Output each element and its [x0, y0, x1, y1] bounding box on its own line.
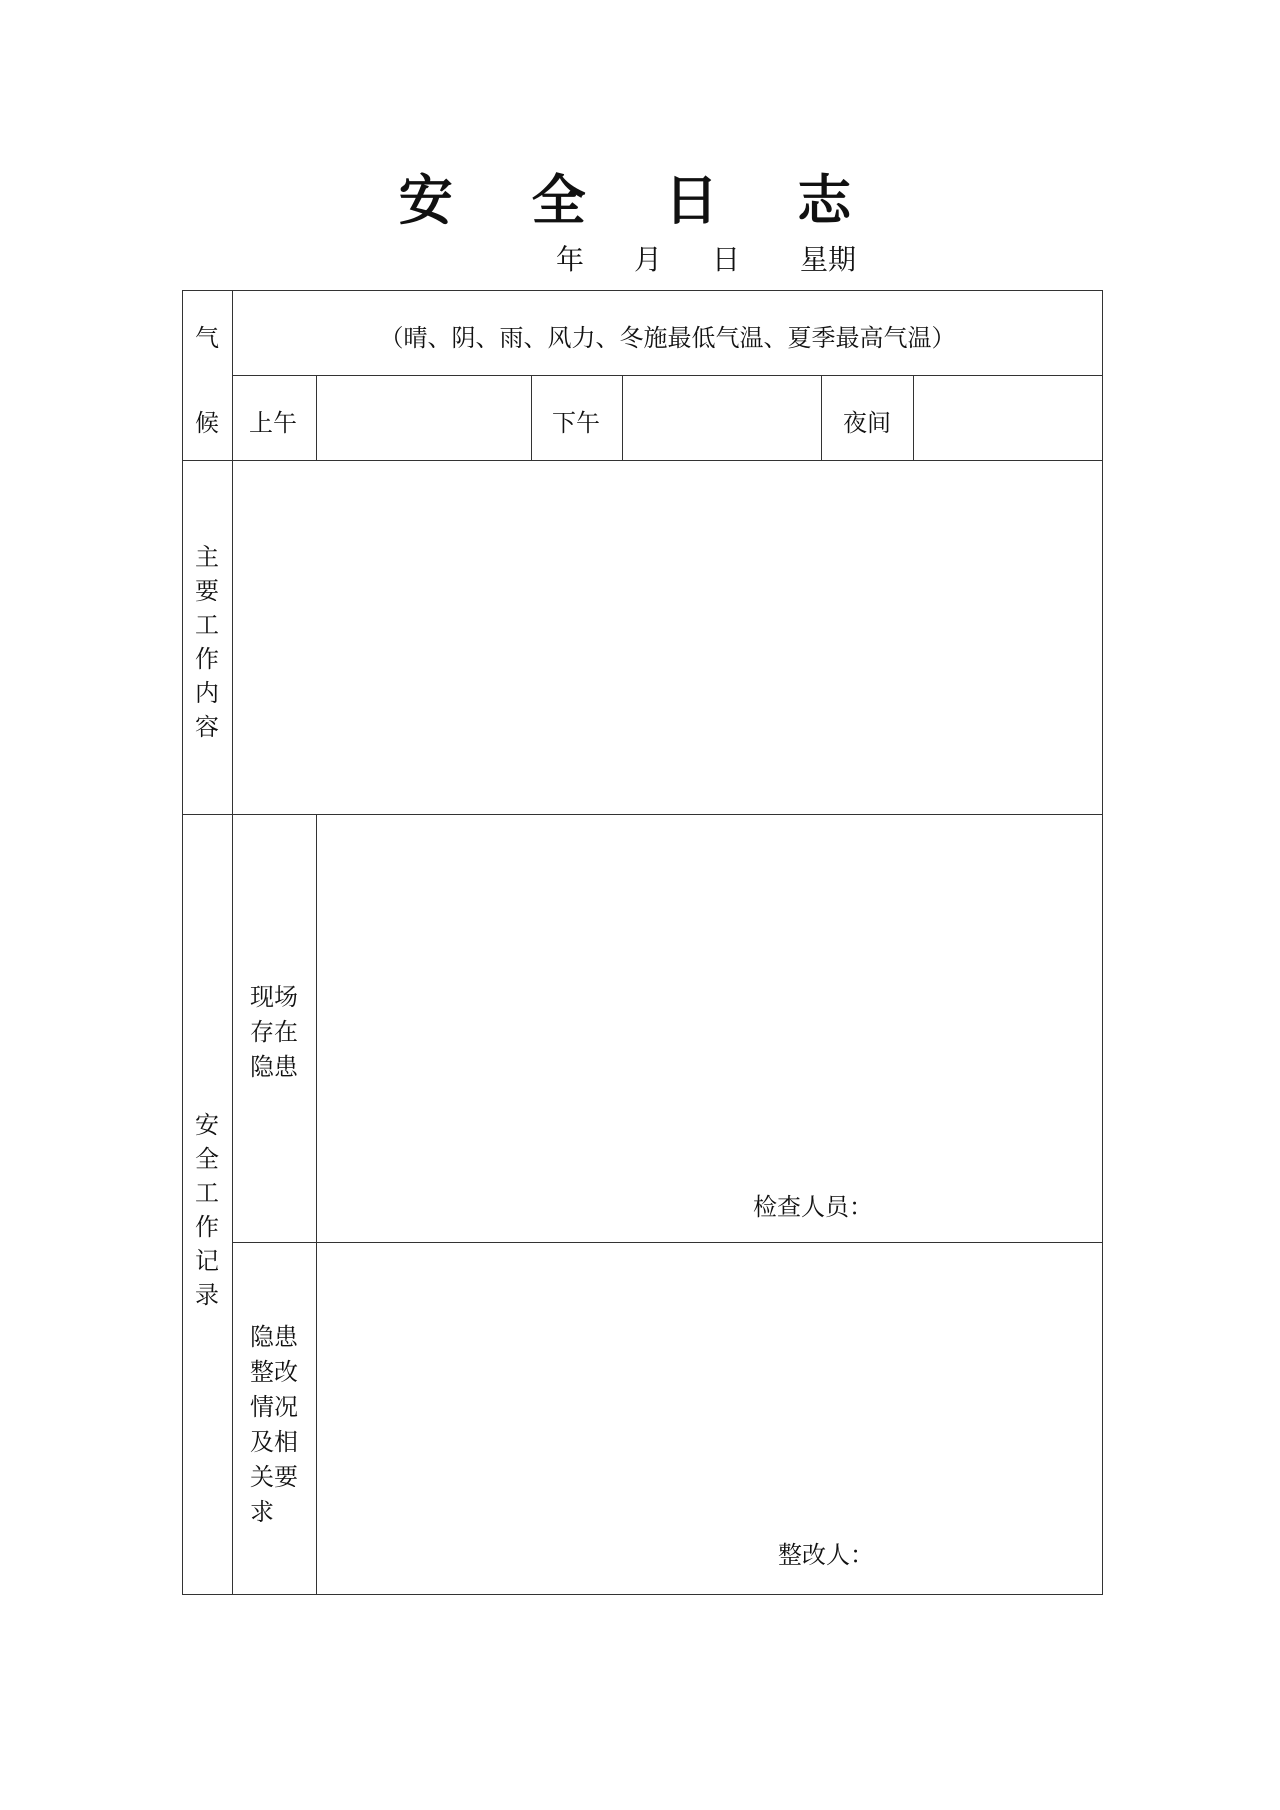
rectification-label: 隐患整改情况及相关要求: [250, 1323, 298, 1526]
climate-label-bottom: 候: [195, 409, 219, 437]
hazards-field[interactable]: [317, 815, 1102, 1242]
main-work-field[interactable]: [233, 461, 1102, 814]
climate-hint: （晴、阴、雨、风力、冬施最低气温、夏季最高气温）: [379, 324, 956, 352]
day-label: 日: [712, 243, 741, 276]
year-label: 年: [556, 243, 585, 276]
morning-label: 上午: [249, 409, 297, 437]
afternoon-label: 下午: [552, 409, 600, 437]
table-border-right: [1102, 290, 1103, 1595]
weekday-label: 星期: [800, 243, 857, 276]
month-label: 月: [634, 243, 663, 276]
morning-value-divider: [531, 375, 532, 460]
night-label: 夜间: [843, 409, 891, 437]
safety-record-label: 安全工作记录: [195, 1111, 219, 1309]
hazards-label: 现场存在隐患: [250, 983, 298, 1081]
night-value-field[interactable]: [913, 380, 1102, 456]
inspector-label: 检查人员：: [753, 1193, 873, 1221]
climate-label-top: 气: [195, 324, 219, 352]
table-border-left: [182, 290, 183, 1595]
afternoon-value-divider: [821, 375, 822, 460]
afternoon-value-field[interactable]: [622, 380, 821, 456]
page-title: 安 全 日 志: [398, 168, 882, 232]
rectifier-label: 整改人：: [778, 1541, 874, 1569]
main-work-label: 主要工作内容: [195, 543, 219, 741]
morning-value-field[interactable]: [316, 380, 531, 456]
table-border-top: [182, 290, 1103, 291]
table-border-bottom: [182, 1594, 1103, 1595]
rectification-field[interactable]: [317, 1243, 1102, 1594]
row-divider-climate: [232, 375, 1103, 376]
